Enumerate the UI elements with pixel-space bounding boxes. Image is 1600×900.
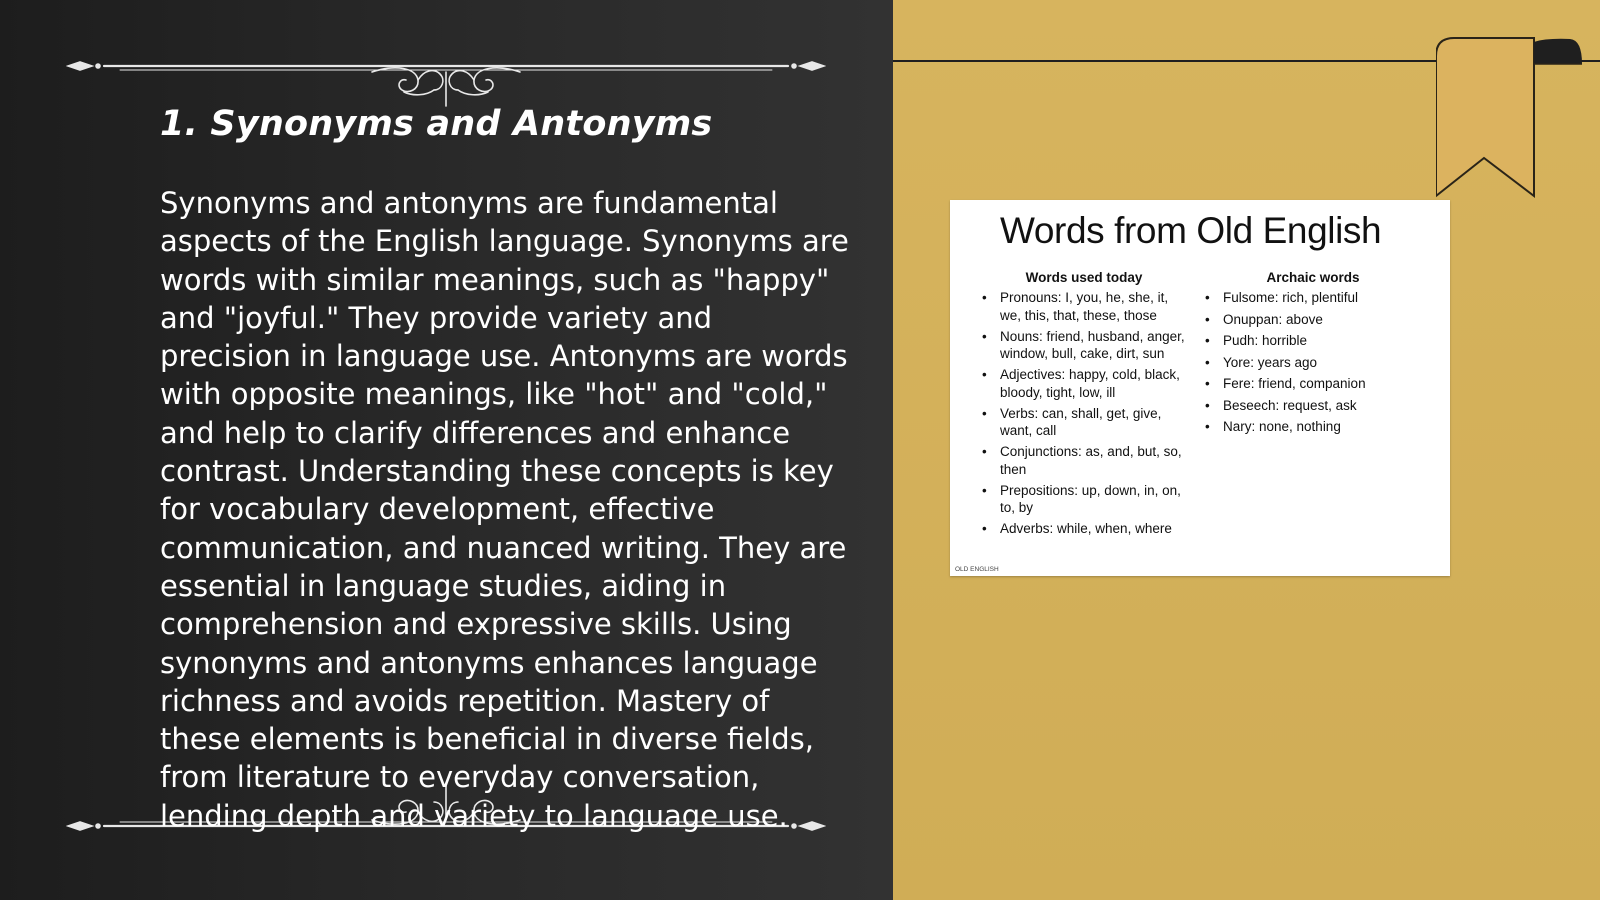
column-header: Words used today [1025,270,1143,285]
words-list [980,289,1188,538]
list-item: • Adjectives: happy, cold, black, bloody, tight, low, ill [1000,366,1188,401]
list-item: • Fere: friend, companion [1223,375,1423,393]
embedded-slide-footer: OLD ENGLISH [955,566,999,573]
list-item: • Fulsome: rich, plentiful [1223,289,1423,307]
words-list [1203,289,1423,436]
slide-title: 1. Synonyms and Antonyms [160,104,713,144]
list-item: • Yore: years ago [1223,354,1423,372]
embedded-slide-title: Words from Old English [1000,210,1382,251]
list-item: • Pronouns: I, you, he, she, it, we, this, that, these, those [1000,289,1188,324]
scroll-flourish-divider-icon [66,50,826,110]
bookmark-ribbon-icon [1436,36,1600,206]
words-used-today-column [980,270,1188,541]
list-item: • Verbs: can, shall, get, give, want, call [1000,405,1188,440]
list-item: • Prepositions: up, down, in, on, to, by [1000,482,1188,517]
list-item: • Nary: none, nothing [1223,418,1423,436]
list-item: • Nouns: friend, husband, anger, window, bull, cake, dirt, sun [1000,328,1188,363]
embedded-slide-image [950,200,1450,576]
list-item: • Pudh: horrible [1223,332,1423,350]
archaic-words-column [1203,270,1423,440]
list-item: • Onuppan: above [1223,311,1423,329]
column-header: Archaic words [1266,270,1360,285]
list-item: • Beseech: request, ask [1223,397,1423,415]
list-item: • Conjunctions: as, and, but, so, then [1000,443,1188,478]
list-item: • Adverbs: while, when, where [1000,520,1188,538]
slide-body-text: Synonyms and antonyms are fundamental aspects of the English language. Synonyms are words with similar meanings, such as "happy" and "joyful." They provide variety and precision in language use. Antonyms are words with opposite meanings, like "hot" and "cold," and help to clarify differences and enhance contrast. Understanding these concepts is key for vocabulary development, effective communication, and nuanced writing. They are essential in language studies, aiding in comprehension and expressive skills. Using synonyms and antonyms enhances language richness and avoids repetition. Mastery of these elements is beneficial in diverse fields, from literature to everyday conversation, lending depth and variety to language use. [160,186,849,833]
